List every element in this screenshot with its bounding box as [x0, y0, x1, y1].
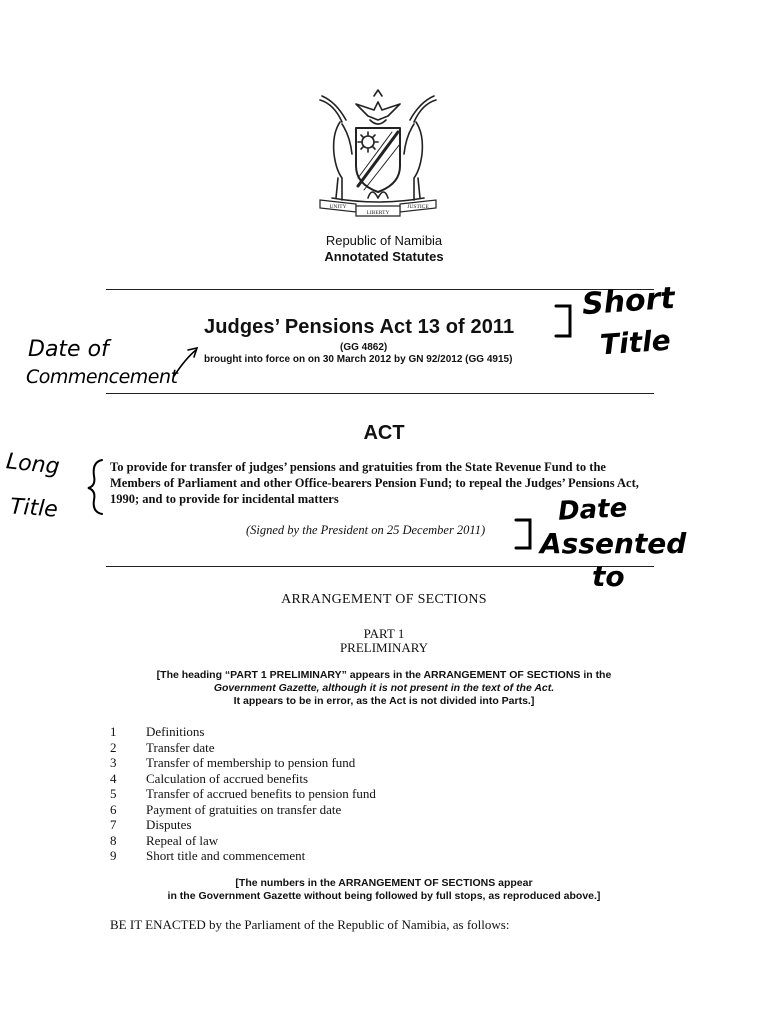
annotated-statutes-heading: Annotated Statutes — [324, 249, 444, 264]
motto-justice: JUSTICE — [407, 204, 429, 210]
long-title-brace — [88, 460, 102, 514]
note-line: in the Government Gazette without being followed by full stops, as reproduced above.] — [167, 890, 601, 902]
motto-unity: UNITY — [329, 204, 347, 210]
note-line: [The numbers in the ARRANGEMENT OF SECTIONS appear — [235, 877, 533, 889]
section-title: Disputes — [146, 817, 192, 832]
handwritten-to-label: to — [592, 560, 625, 593]
section-number: 9 — [110, 848, 117, 863]
section-number: 7 — [110, 817, 117, 832]
section-number: 2 — [110, 739, 117, 755]
section-title: Short title and commencement — [146, 848, 306, 863]
handwritten-long-label: Long — [4, 449, 61, 480]
handwritten-assented-label: Assented — [540, 527, 687, 560]
handwritten-commencement-label: Commencement — [26, 366, 178, 388]
part-heading: PART 1 — [363, 626, 405, 641]
section-number: 1 — [110, 724, 117, 739]
note-line: [The heading “PART 1 PRELIMINARY” appears in the ARRANGEMENT OF SECTIONS in the — [156, 669, 612, 681]
handwritten-date-of-label: Date of — [28, 337, 109, 362]
section-number: 3 — [110, 755, 117, 770]
note-line: Government Gazette, although it is not present in the text of the Act. — [213, 682, 555, 694]
arrangement-heading: ARRANGEMENT OF SECTIONS — [281, 592, 487, 607]
section-number: 5 — [110, 786, 117, 801]
act-heading: ACT — [363, 422, 405, 444]
signed-date: (Signed by the President on 25 December 2011) — [246, 523, 486, 537]
section-title: Definitions — [146, 724, 205, 739]
section-number: 8 — [110, 832, 117, 848]
handwritten-title-label: Title — [598, 323, 672, 362]
gazette-reference: (GG 4862) — [340, 342, 388, 353]
enacting-formula: BE IT ENACTED by the Parliament of the Republic of Namibia, as follows: — [110, 917, 510, 932]
section-number: 6 — [110, 801, 117, 817]
date-assented-bracket — [516, 520, 530, 548]
short-title-bracket — [556, 306, 570, 336]
motto-liberty: LIBERTY — [366, 210, 390, 216]
section-title: Transfer of membership to pension fund — [146, 755, 356, 770]
section-title: Transfer date — [146, 739, 215, 755]
section-title: Repeal of law — [146, 832, 219, 848]
note-line: It appears to be in error, as the Act is not divided into Parts.] — [233, 695, 535, 707]
section-title: Payment of gratuities on transfer date — [146, 801, 342, 817]
country-name: Republic of Namibia — [325, 233, 443, 248]
commencement-note: brought into force on on 30 March 2012 by GN 92/2012 (GG 4915) — [204, 354, 513, 365]
handwritten-long-title-label: Title — [9, 494, 59, 523]
long-title: To provide for transfer of judges’ pensions and gratuities from the State Revenue Fund to the Members of Parliament and other Office-bearers Pension Fund; to repeal the Judges’ Pensions Act, 1990; and to provide for incidental matters — [110, 460, 639, 506]
section-title: Transfer of accrued benefits to pension fund — [146, 786, 376, 801]
section-number: 4 — [110, 770, 117, 786]
handwritten-date-label: Date — [557, 493, 628, 527]
part-title: PRELIMINARY — [339, 640, 429, 655]
act-short-title: Judges’ Pensions Act 13 of 2011 — [204, 316, 515, 338]
handwritten-short-label: Short — [580, 280, 676, 323]
section-title: Calculation of accrued benefits — [146, 770, 309, 786]
